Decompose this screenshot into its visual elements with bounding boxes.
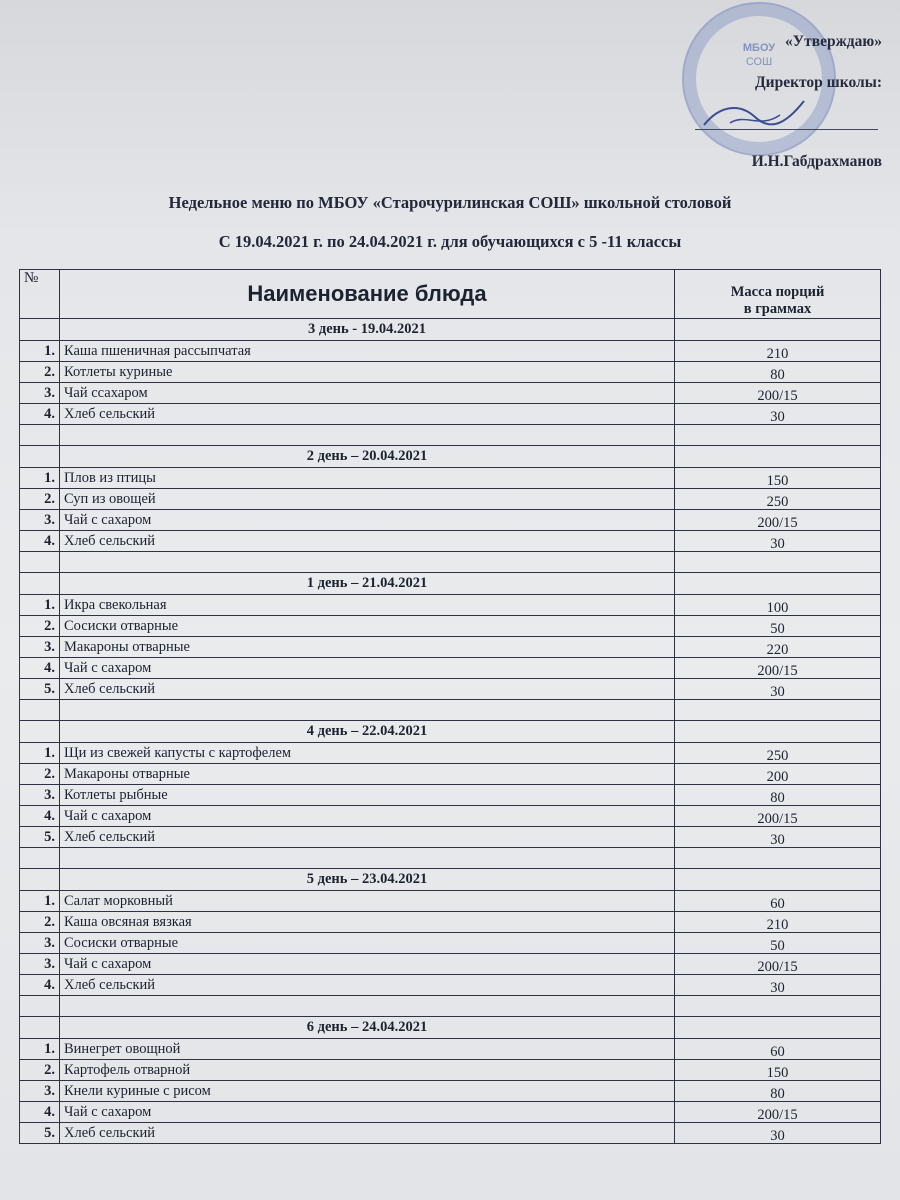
- portion-mass: 250: [675, 489, 881, 510]
- column-header-mass-line1: Масса порций: [730, 284, 825, 300]
- portion-mass: 210: [675, 912, 881, 933]
- blank-cell: [20, 552, 60, 573]
- blank-separator-row: [20, 700, 881, 721]
- day-header-row: [20, 869, 881, 891]
- day-header-empty-cell: [20, 869, 60, 891]
- table-header-row: [20, 270, 881, 319]
- table-row: [20, 1123, 881, 1144]
- blank-cell: [60, 700, 675, 721]
- signature-line: [695, 129, 878, 130]
- portion-mass: 150: [675, 468, 881, 489]
- portion-mass: 80: [675, 1081, 881, 1102]
- item-number: 2.: [20, 362, 60, 383]
- dish-name: Чай с сахаром: [60, 658, 675, 679]
- blank-cell: [675, 552, 881, 573]
- dish-name: Чай с сахаром: [60, 806, 675, 827]
- portion-mass: 200/15: [675, 1102, 881, 1123]
- item-number: 5.: [20, 827, 60, 848]
- table-row: [20, 1102, 881, 1123]
- day-header-empty-cell: [675, 869, 881, 891]
- item-number: 3.: [20, 785, 60, 806]
- item-number: 4.: [20, 531, 60, 552]
- dish-name: Чай с сахаром: [60, 510, 675, 531]
- item-number: 5.: [20, 679, 60, 700]
- dish-name: Котлеты куриные: [60, 362, 675, 383]
- item-number: 1.: [20, 595, 60, 616]
- blank-separator-row: [20, 996, 881, 1017]
- item-number: 4.: [20, 404, 60, 425]
- day-header-empty-cell: [675, 573, 881, 595]
- portion-mass: 250: [675, 743, 881, 764]
- blank-cell: [675, 700, 881, 721]
- portion-mass: 80: [675, 785, 881, 806]
- portion-mass: 30: [675, 679, 881, 700]
- column-header-number: №: [20, 270, 60, 319]
- dish-name: Чай с сахаром: [60, 1102, 675, 1123]
- item-number: 1.: [20, 341, 60, 362]
- portion-mass: 200/15: [675, 658, 881, 679]
- dish-name: Чай с сахаром: [60, 954, 675, 975]
- day-label: 1 день – 21.04.2021: [60, 573, 675, 595]
- menu-table: [19, 269, 881, 1144]
- table-row: [20, 468, 881, 489]
- item-number: 4.: [20, 806, 60, 827]
- item-number: 1.: [20, 1039, 60, 1060]
- day-header-empty-cell: [675, 319, 881, 341]
- table-row: [20, 362, 881, 383]
- table-row: [20, 1081, 881, 1102]
- dish-name: Каша пшеничная рассыпчатая: [60, 341, 675, 362]
- day-label: 2 день – 20.04.2021: [60, 446, 675, 468]
- day-header-empty-cell: [20, 1017, 60, 1039]
- table-row: [20, 785, 881, 806]
- table-row: [20, 658, 881, 679]
- portion-mass: 200/15: [675, 510, 881, 531]
- stamp-type: СОШ: [745, 56, 773, 68]
- dish-name: Плов из птицы: [60, 468, 675, 489]
- portion-mass: 50: [675, 616, 881, 637]
- table-row: [20, 891, 881, 912]
- column-header-dish: Наименование блюда: [60, 270, 675, 319]
- table-row: [20, 954, 881, 975]
- item-number: 1.: [20, 468, 60, 489]
- item-number: 4.: [20, 658, 60, 679]
- dish-name: Макароны отварные: [60, 637, 675, 658]
- table-row: [20, 404, 881, 425]
- day-header-empty-cell: [20, 721, 60, 743]
- director-name: И.Н.Габдрахманов: [751, 153, 882, 170]
- table-row: [20, 1039, 881, 1060]
- portion-mass: 210: [675, 341, 881, 362]
- item-number: 2.: [20, 489, 60, 510]
- dish-name: Хлеб сельский: [60, 679, 675, 700]
- blank-cell: [60, 848, 675, 869]
- blank-separator-row: [20, 425, 881, 446]
- portion-mass: 220: [675, 637, 881, 658]
- day-label: 4 день – 22.04.2021: [60, 721, 675, 743]
- portion-mass: 100: [675, 595, 881, 616]
- day-header-row: [20, 721, 881, 743]
- table-row: [20, 341, 881, 362]
- item-number: 1.: [20, 743, 60, 764]
- dish-name: Чай ссахаром: [60, 383, 675, 404]
- blank-separator-row: [20, 848, 881, 869]
- dish-name: Сосиски отварные: [60, 933, 675, 954]
- item-number: 2.: [20, 764, 60, 785]
- portion-mass: 200: [675, 764, 881, 785]
- day-header-empty-cell: [20, 319, 60, 341]
- dish-name: Хлеб сельский: [60, 1123, 675, 1144]
- item-number: 3.: [20, 954, 60, 975]
- table-row: [20, 912, 881, 933]
- day-label: 6 день – 24.04.2021: [60, 1017, 675, 1039]
- item-number: 1.: [20, 891, 60, 912]
- dish-name: Хлеб сельский: [60, 531, 675, 552]
- dish-name: Хлеб сельский: [60, 404, 675, 425]
- item-number: 3.: [20, 933, 60, 954]
- stamp-org: МБОУ: [742, 42, 776, 54]
- portion-mass: 60: [675, 1039, 881, 1060]
- column-header-mass-line2: в граммах: [743, 301, 812, 317]
- blank-cell: [675, 848, 881, 869]
- dish-name: Хлеб сельский: [60, 827, 675, 848]
- day-header-row: [20, 1017, 881, 1039]
- day-label: 5 день – 23.04.2021: [60, 869, 675, 891]
- day-header-row: [20, 446, 881, 468]
- table-row: [20, 637, 881, 658]
- dish-name: Картофель отварной: [60, 1060, 675, 1081]
- day-header-empty-cell: [675, 446, 881, 468]
- day-header-row: [20, 319, 881, 341]
- table-row: [20, 595, 881, 616]
- dish-name: Макароны отварные: [60, 764, 675, 785]
- day-header-empty-cell: [675, 1017, 881, 1039]
- item-number: 2.: [20, 616, 60, 637]
- dish-name: Икра свекольная: [60, 595, 675, 616]
- director-position: Директор школы:: [755, 74, 882, 91]
- dish-name: Суп из овощей: [60, 489, 675, 510]
- table-row: [20, 827, 881, 848]
- blank-cell: [20, 996, 60, 1017]
- portion-mass: 50: [675, 933, 881, 954]
- menu-table-body: [20, 319, 881, 1144]
- item-number: 5.: [20, 1123, 60, 1144]
- dish-name: Кнели куриные с рисом: [60, 1081, 675, 1102]
- item-number: 3.: [20, 383, 60, 404]
- item-number: 2.: [20, 1060, 60, 1081]
- item-number: 3.: [20, 510, 60, 531]
- dish-name: Винегрет овощной: [60, 1039, 675, 1060]
- table-row: [20, 933, 881, 954]
- table-row: [20, 510, 881, 531]
- portion-mass: 30: [675, 1123, 881, 1144]
- document-subtitle: С 19.04.2021 г. по 24.04.2021 г. для обучающихся с 5 -11 классы: [218, 232, 682, 251]
- day-header-empty-cell: [20, 573, 60, 595]
- item-number: 4.: [20, 975, 60, 996]
- dish-name: Сосиски отварные: [60, 616, 675, 637]
- portion-mass: 150: [675, 1060, 881, 1081]
- portion-mass: 200/15: [675, 383, 881, 404]
- blank-cell: [20, 848, 60, 869]
- document-title: Недельное меню по МБОУ «Старочурилинская СОШ» школьной столовой: [168, 193, 732, 212]
- approve-label: «Утверждаю»: [784, 33, 882, 50]
- blank-cell: [60, 552, 675, 573]
- dish-name: Хлеб сельский: [60, 975, 675, 996]
- portion-mass: 30: [675, 975, 881, 996]
- dish-name: Каша овсяная вязкая: [60, 912, 675, 933]
- blank-cell: [20, 700, 60, 721]
- table-row: [20, 616, 881, 637]
- blank-cell: [60, 996, 675, 1017]
- blank-cell: [675, 996, 881, 1017]
- portion-mass: 80: [675, 362, 881, 383]
- item-number: 3.: [20, 637, 60, 658]
- table-row: [20, 489, 881, 510]
- table-row: [20, 806, 881, 827]
- item-number: 4.: [20, 1102, 60, 1123]
- portion-mass: 30: [675, 827, 881, 848]
- day-label: 3 день - 19.04.2021: [60, 319, 675, 341]
- portion-mass: 30: [675, 531, 881, 552]
- day-header-row: [20, 573, 881, 595]
- portion-mass: 200/15: [675, 954, 881, 975]
- day-header-empty-cell: [675, 721, 881, 743]
- table-row: [20, 383, 881, 404]
- table-row: [20, 764, 881, 785]
- table-row: [20, 679, 881, 700]
- table-row: [20, 1060, 881, 1081]
- dish-name: Котлеты рыбные: [60, 785, 675, 806]
- table-row: [20, 975, 881, 996]
- blank-separator-row: [20, 552, 881, 573]
- portion-mass: 60: [675, 891, 881, 912]
- dish-name: Салат морковный: [60, 891, 675, 912]
- item-number: 3.: [20, 1081, 60, 1102]
- table-row: [20, 531, 881, 552]
- table-row: [20, 743, 881, 764]
- dish-name: Щи из свежей капусты с картофелем: [60, 743, 675, 764]
- column-header-mass: [675, 270, 881, 319]
- portion-mass: 200/15: [675, 806, 881, 827]
- blank-cell: [60, 425, 675, 446]
- portion-mass: 30: [675, 404, 881, 425]
- item-number: 2.: [20, 912, 60, 933]
- day-header-empty-cell: [20, 446, 60, 468]
- blank-cell: [20, 425, 60, 446]
- blank-cell: [675, 425, 881, 446]
